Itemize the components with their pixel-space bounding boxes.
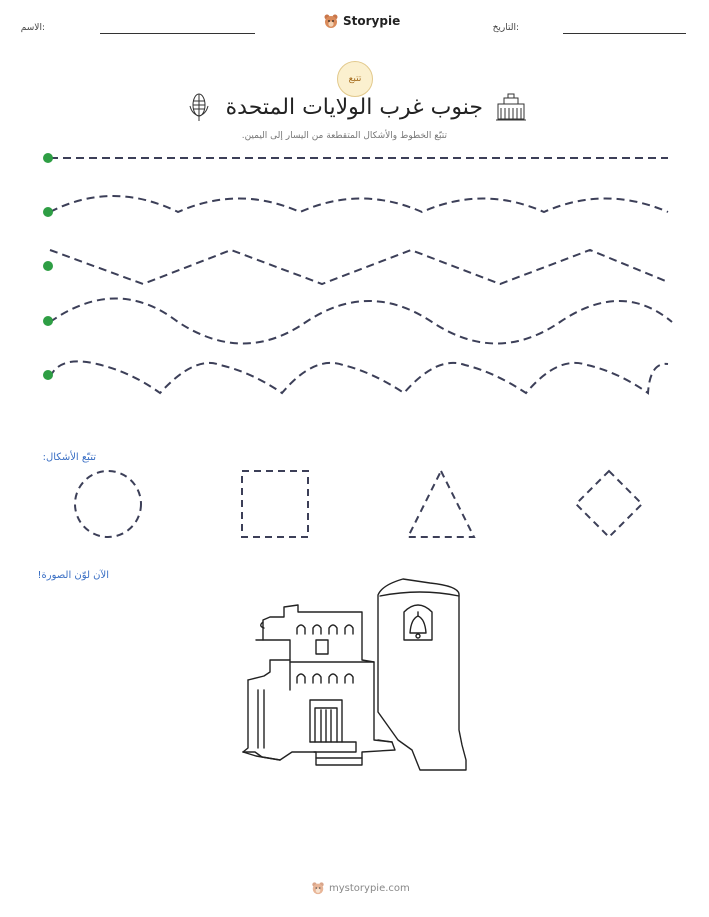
upper-building bbox=[263, 605, 374, 662]
trace-line-gentle-wave bbox=[50, 196, 668, 212]
start-dot-4 bbox=[43, 316, 53, 326]
coloring-heading: الآن لوّن الصورة! bbox=[37, 570, 109, 581]
bell-arch bbox=[404, 605, 432, 640]
adobe-building-icon bbox=[495, 93, 527, 121]
shape-triangle bbox=[408, 471, 474, 537]
shape-circle bbox=[75, 471, 141, 537]
start-dot-5 bbox=[43, 370, 53, 380]
shape-square bbox=[242, 471, 308, 537]
trace-badge bbox=[337, 61, 373, 97]
door bbox=[310, 700, 342, 742]
date-field[interactable] bbox=[563, 33, 686, 34]
page-subtitle: تتبّع الخطوط والأشكال المتقطعة من اليسار إلى اليمين. bbox=[241, 131, 447, 141]
brand-logo bbox=[323, 13, 400, 29]
bear-logo-icon bbox=[323, 13, 339, 29]
page-title: جنوب غرب الولايات المتحدة bbox=[225, 95, 483, 120]
date-label: التاريخ: bbox=[492, 23, 519, 33]
left-wing bbox=[248, 660, 290, 690]
steps bbox=[310, 742, 356, 752]
shape-diamond bbox=[576, 471, 642, 537]
brand-name: Storypie bbox=[343, 14, 401, 28]
footer bbox=[311, 881, 410, 895]
start-dot-1 bbox=[43, 153, 53, 163]
footer-url[interactable]: mystorypie.com bbox=[329, 882, 410, 894]
shapes-heading: تتبّع الأشكال: bbox=[42, 452, 96, 463]
bell-tower bbox=[378, 579, 466, 770]
trace-line-wave bbox=[50, 299, 672, 344]
trace-line-zigzag bbox=[50, 250, 668, 284]
start-dot-3 bbox=[43, 261, 53, 271]
name-label: الاسم: bbox=[20, 23, 45, 33]
corn-icon bbox=[188, 92, 210, 122]
bear-logo-icon bbox=[311, 881, 325, 895]
badge-label: تتبع bbox=[348, 74, 362, 84]
lower-building bbox=[243, 662, 395, 765]
trace-line-deep-wave bbox=[50, 361, 668, 393]
bell bbox=[410, 616, 426, 633]
name-field[interactable] bbox=[100, 33, 255, 34]
start-dot-2 bbox=[43, 207, 53, 217]
